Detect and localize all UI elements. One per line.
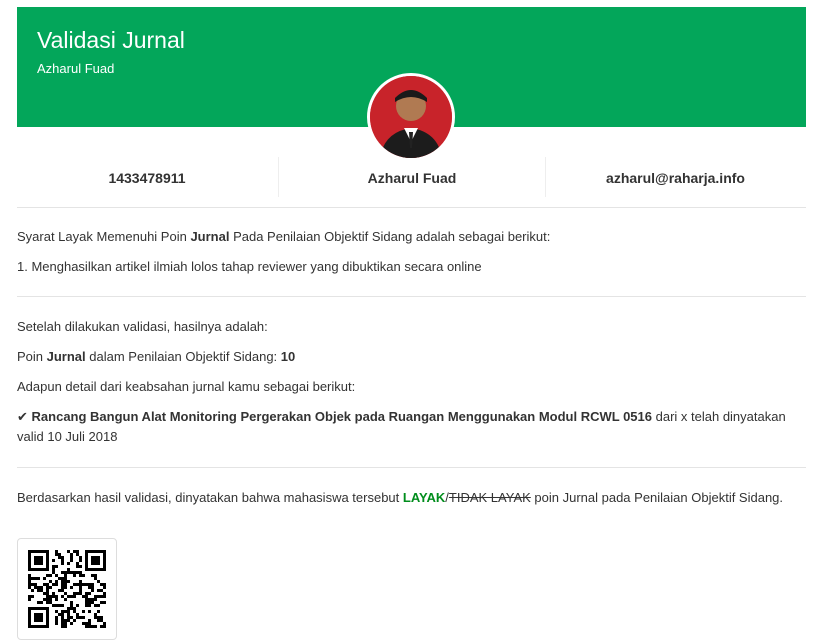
requirements-intro-bold: Jurnal — [190, 229, 230, 244]
status-tidak-layak: TIDAK LAYAK — [448, 490, 531, 505]
requirements-intro — [17, 227, 806, 247]
header-subtitle: Azharul Fuad — [37, 61, 115, 76]
poin-mid: dalam Penilaian Objektif Sidang: — [85, 349, 281, 364]
journal-title: Rancang Bangun Alat Monitoring Pergerakan Objek pada Ruangan Menggunakan Modul RCWL 0516 — [31, 409, 652, 424]
poin-pre: Poin — [17, 349, 47, 364]
profile-card — [17, 7, 806, 127]
avatar — [367, 73, 455, 161]
poin-value: 10 — [280, 349, 296, 364]
conclusion-post: poin Jurnal pada Penilaian Objektif Sidang. — [530, 490, 784, 505]
stat-email: azharul@raharja.info — [606, 170, 745, 186]
check-icon: ✔ — [17, 409, 28, 424]
detail-intro: Adapun detail dari keabsahan jurnal kamu sebagai berikut: — [17, 379, 356, 394]
poin-bold: Jurnal — [46, 349, 86, 364]
page-title: Validasi Jurnal — [37, 27, 185, 53]
qr-code — [17, 538, 117, 640]
journal-entry — [17, 407, 797, 447]
stat-name: Azharul Fuad — [278, 157, 546, 197]
requirements-intro-post: Pada Penilaian Objektif Sidang adalah sebagai berikut: — [229, 229, 551, 244]
status-slash: / — [445, 490, 449, 505]
profile-stats — [17, 157, 806, 208]
result-intro: Setelah dilakukan validasi, hasilnya adalah: — [17, 319, 268, 334]
requirements-intro-pre: Syarat Layak Memenuhi Poin — [17, 229, 191, 244]
requirement-item-1: 1. Menghasilkan artikel ilmiah lolos tahap reviewer yang dibuktikan secara online — [17, 259, 482, 274]
poin-line — [17, 347, 806, 367]
journal-status: dari x telah dinyatakan valid 10 Juli 2018 — [17, 409, 786, 444]
stat-nim: 1433478911 — [108, 170, 186, 186]
card-header — [17, 7, 806, 127]
qr-code-icon — [28, 550, 106, 628]
conclusion-pre: Berdasarkan hasil validasi, dinyatakan bahwa mahasiswa tersebut — [17, 490, 403, 505]
divider — [17, 296, 806, 297]
conclusion — [17, 488, 806, 508]
divider — [17, 467, 806, 468]
avatar-photo — [370, 76, 452, 158]
status-layak: LAYAK — [402, 490, 446, 505]
